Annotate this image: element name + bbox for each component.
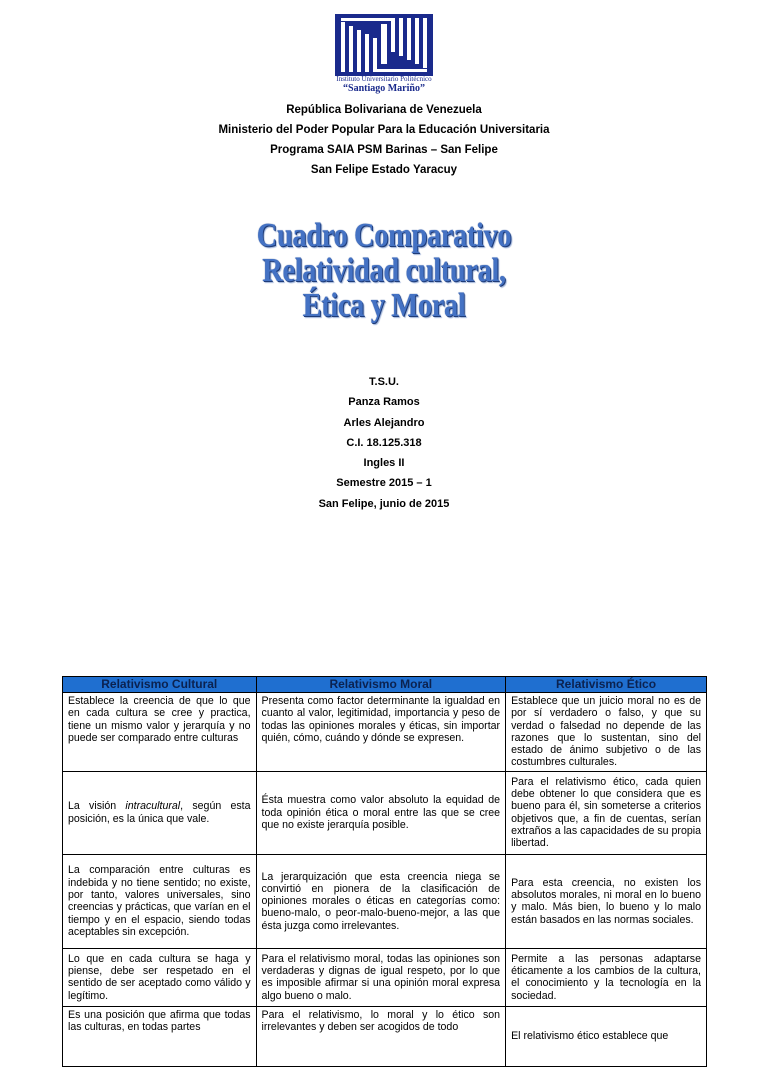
title-line-2: Relatividad cultural, — [262, 252, 506, 289]
author-given-name: Arles Alejandro — [343, 416, 425, 429]
author-id: C.I. 18.125.318 — [346, 436, 422, 449]
table-cell: Para el relativismo moral, todas las opiniones son verdaderas y dignas de igual respeto, por lo que es imposible afirmar si una opinión moral expresa algo bueno o malo. — [256, 948, 506, 1006]
cell-text: , según esta posición, es la única que vale. — [68, 800, 251, 825]
document-title — [0, 218, 768, 323]
header-line-republic: República Bolivariana de Venezuela — [286, 104, 482, 116]
title-line-3: Ética y Moral — [302, 287, 466, 324]
table-header-row — [63, 677, 707, 693]
table-cell: Para esta creencia, no existen los absolutos morales, ni moral en lo bueno y malo. Más bien, lo bueno y lo malo están basados en las normas sociales. — [506, 854, 707, 948]
title-line-1: Cuadro Comparativo — [256, 217, 512, 254]
table-row — [63, 771, 707, 854]
column-header-cultural: Relativismo Cultural — [63, 677, 257, 693]
table-cell: La comparación entre culturas es indebida y no tiene sentido; no existe, por tanto, valores universales, sino creencias y prácticas, que varían en el tiempo y en el espacio, siendo todas aceptables sin excepción. — [63, 854, 257, 948]
table-cell: Establece la creencia de que lo que en cada cultura se cree y practica, tiene un mismo valor y jerarquía y no puede ser comparado entre culturas — [63, 693, 257, 772]
header-line-ministry: Ministerio del Poder Popular Para la Educación Universitaria — [218, 124, 550, 136]
author-surname: Panza Ramos — [348, 396, 420, 409]
table-cell: Ésta muestra como valor absoluto la equidad de toda opinión ética o moral entre las que se cree que no existe jerarquía posible. — [256, 771, 506, 854]
table-cell: Para el relativismo, lo moral y lo ético son irrelevantes y deben ser acogidos de todo — [256, 1006, 506, 1066]
table-cell — [63, 771, 257, 854]
table-cell: La jerarquización que esta creencia niega se convirtió en pionera de la clasificación de opiniones morales o éticas en categorías como: bueno-malo, o peor-malo-bueno-mejor, a las que ésta juzga como irrelevantes. — [256, 854, 506, 948]
table-row — [63, 854, 707, 948]
author-block — [0, 372, 768, 514]
table-cell: Es una posición que afirma que todas las culturas, en todas partes — [63, 1006, 257, 1066]
header-line-program: Programa SAIA PSM Barinas – San Felipe — [270, 144, 498, 156]
table-cell: El relativismo ético establece que — [506, 1006, 707, 1066]
column-header-moral: Relativismo Moral — [256, 677, 506, 693]
column-header-etico: Relativismo Ético — [506, 677, 707, 693]
author-course: Ingles II — [363, 457, 405, 470]
logo-caption — [300, 75, 468, 94]
document-header — [0, 100, 768, 180]
logo-institution-line: Instituto Universitario Politécnico — [336, 75, 432, 83]
comparison-table — [62, 676, 707, 1067]
table-row — [63, 948, 707, 1006]
table-cell: Presenta como factor determinante la igualdad en cuanto al valor, legitimidad, importancia y peso de todas las opiniones morales y éticas, sin importar quién, cómo, cuándo y dónde se expresen. — [256, 693, 506, 772]
table-cell: Establece que un juicio moral no es de por sí verdadero o falso, y que su verdad o falsedad no depende de las razones que lo sustentan, sino del estado de ánimo subjetivo o de las costumbres culturales. — [506, 693, 707, 772]
table-cell: Lo que en cada cultura se haga y piense, debe ser respetado en el sentido de ser aceptado como válido y legítimo. — [63, 948, 257, 1006]
author-semester: Semestre 2015 – 1 — [336, 477, 432, 490]
author-place-date: San Felipe, junio de 2015 — [318, 497, 450, 510]
header-line-location: San Felipe Estado Yaracuy — [310, 164, 458, 176]
table-cell: Para el relativismo ético, cada quien debe obtener lo que considera que es bueno para él, sin someterse a criterios objetivos que, a fin de cuentas, serían extraños a las capacidades de su propia libertad. — [506, 771, 707, 854]
author-degree: T.S.U. — [369, 376, 399, 388]
table-cell: Permite a las personas adaptarse éticamente a los cambios de la cultura, el conocimiento y la tecnología en la sociedad. — [506, 948, 707, 1006]
logo-name-line: “Santiago Mariño” — [343, 83, 425, 94]
cell-emphasis: intracultural — [125, 800, 181, 813]
logo-emblem-icon — [335, 14, 433, 76]
cell-text: La visión — [68, 800, 126, 813]
table-row — [63, 1006, 707, 1066]
table-row — [63, 693, 707, 772]
